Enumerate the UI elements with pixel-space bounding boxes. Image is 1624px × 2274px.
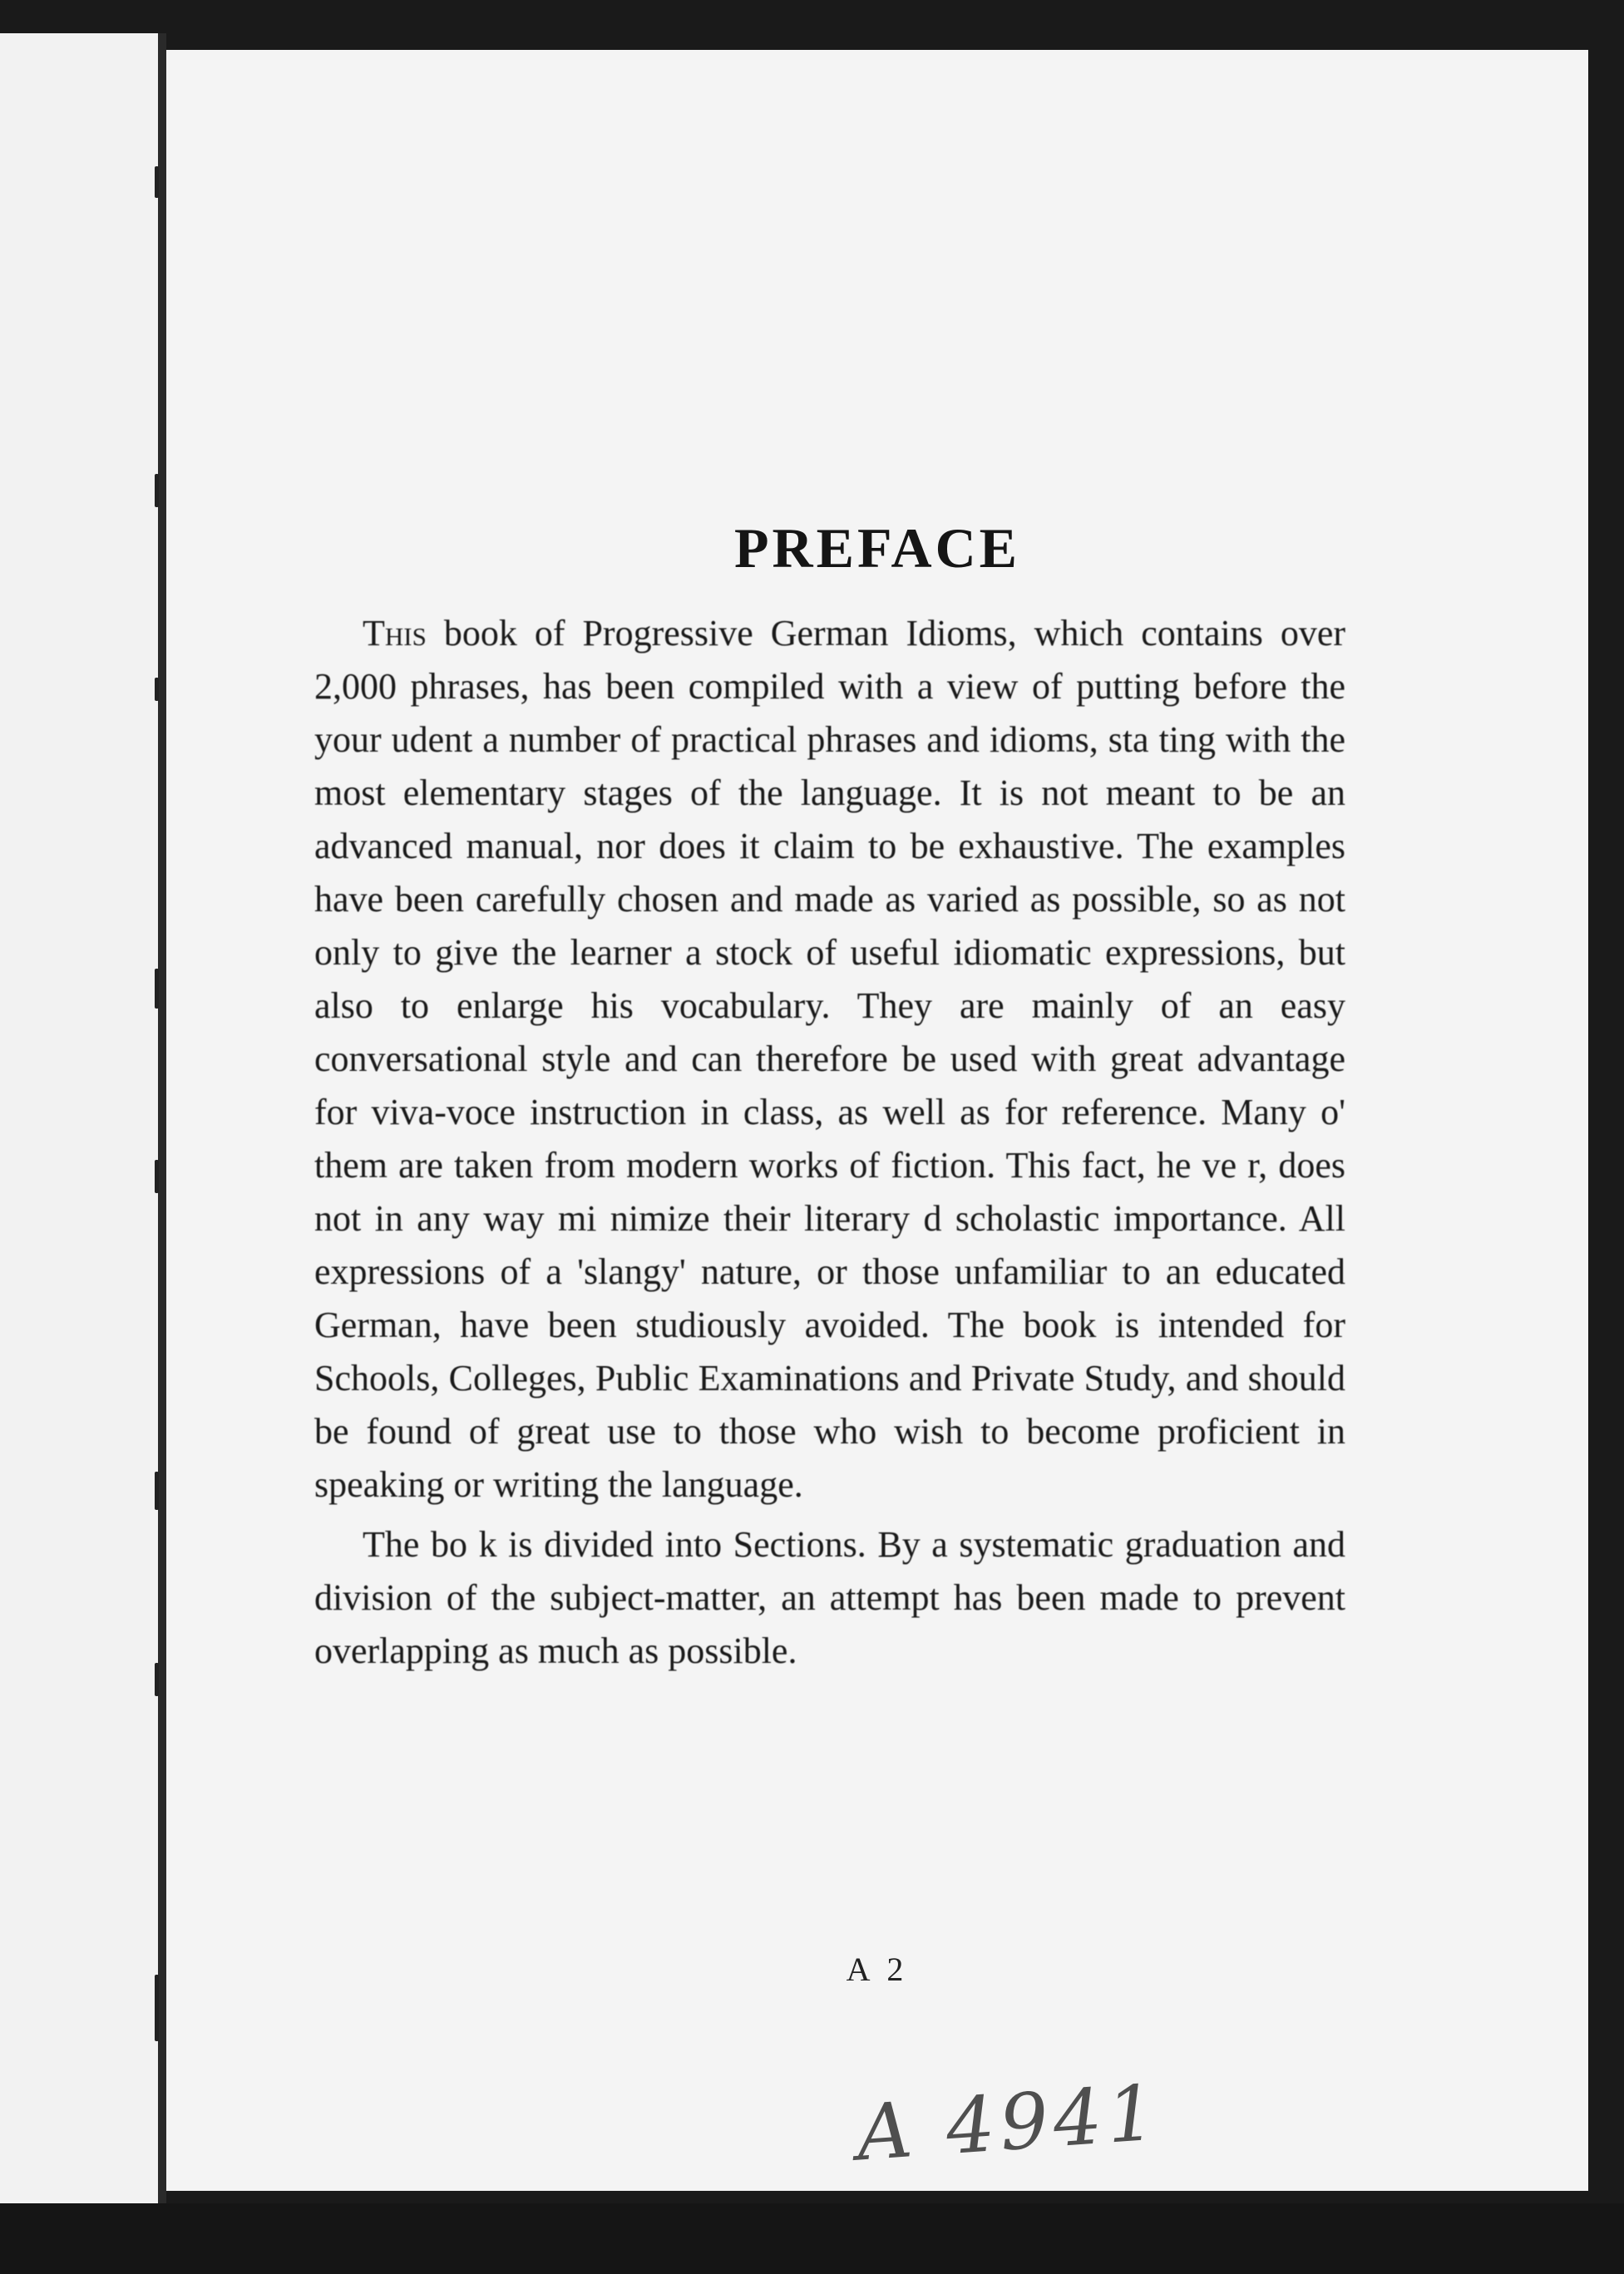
preface-body [314, 607, 1345, 1685]
binding-mark [155, 474, 159, 507]
book-spine [158, 33, 166, 2203]
paragraph-lead: This [363, 613, 427, 654]
paragraph-text: book of Progressive German Idioms, which contains over 2,000 phrases, has been compiled with a view of putting before the your udent a number of practical phrases and idioms, sta ting with the most elementary stages of the language. It is not meant to be an advanced manual, nor does it claim to be exhaustive. The examples have been carefully chosen and made as varied as possible, so as not only to give the learner a stock of useful idiomatic expressions, but also to enlarge his vocabulary. They are mainly of an easy conversational style and can therefore be used with great advantage for viva-voce instruction in class, as well as for reference. Many o' them are taken from modern works of fiction. This fact, he ve r, does not in any way mi nimize their literary d scholastic importance. All expressions of a 'slangy' nature, or those unfamiliar to an educated German, have been studiously avoided. The book is intended for Schools, Colleges, Public Examinations and Private Study, and should be found of great use to those who wish to become proficient in speaking or writing the language. [314, 613, 1345, 1505]
book-page [166, 50, 1588, 2191]
binding-mark [155, 1975, 159, 2041]
binding-mark [155, 678, 159, 701]
scan-border [0, 2203, 1624, 2274]
binding-mark [155, 1663, 159, 1696]
handwritten-accession-number: A 4941 [853, 2068, 1164, 2178]
binding-mark [155, 166, 159, 198]
paragraph [314, 1518, 1345, 1678]
paragraph-text: The bo k is divided into Sections. By a systematic graduation and division of the subject-matter, an attempt has been made to prevent overlapping as much as possible. [314, 1524, 1345, 1671]
binding-mark [155, 1160, 159, 1193]
paragraph [314, 607, 1345, 1512]
binding-mark [155, 969, 159, 1009]
left-page-edge [0, 33, 158, 2203]
binding-mark [155, 1472, 159, 1510]
page-signature: A 2 [846, 1951, 909, 1988]
page-title: PREFACE [733, 516, 1021, 580]
